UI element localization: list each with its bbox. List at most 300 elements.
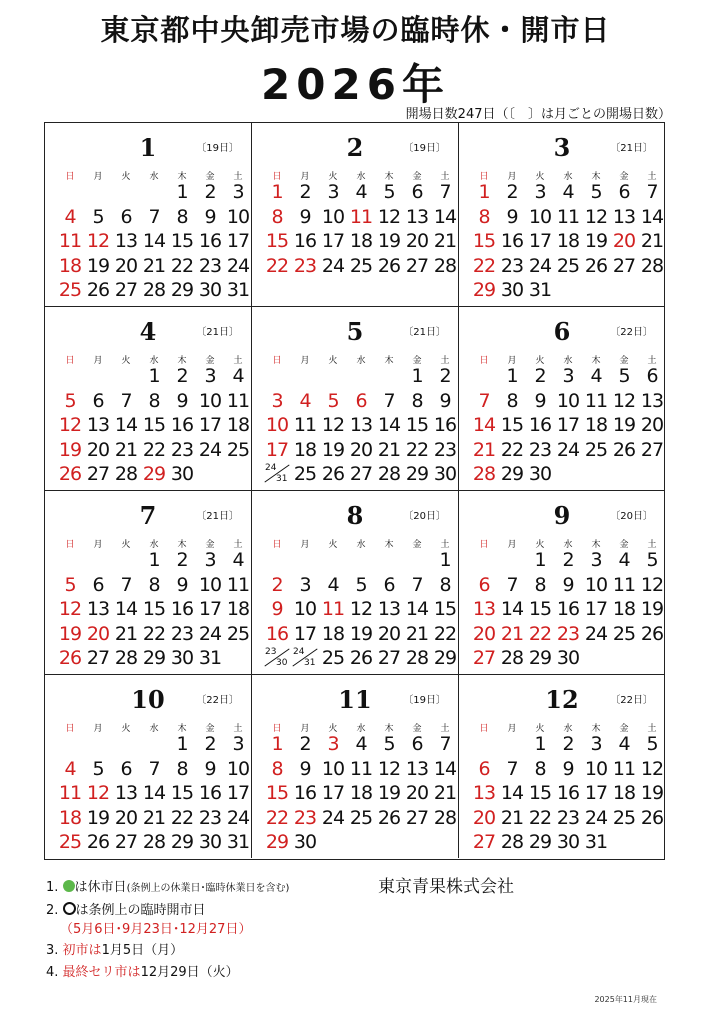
calendar-day: 16: [198, 782, 222, 804]
calendar-day: 15: [170, 782, 194, 804]
calendar-day-holiday: 2: [197, 180, 223, 204]
calendar-day: 31: [226, 831, 250, 853]
calendar-day-holiday: 27: [349, 463, 373, 485]
calendar-day: 2: [176, 549, 188, 571]
calendar-day-holiday: 4: [57, 757, 83, 781]
calendar-day: 4: [232, 365, 244, 387]
calendar-day: 27: [612, 254, 636, 277]
calendar-day: 6: [92, 389, 104, 412]
calendar-day: 20: [86, 438, 110, 461]
calendar-day: 7: [506, 757, 518, 780]
month-block-3: [459, 123, 665, 307]
weekday-header: 金: [205, 724, 215, 734]
weekday-header: 木: [591, 724, 601, 734]
calendar-day-special-open: 6: [348, 389, 374, 413]
calendar-day: 21: [433, 782, 457, 804]
calendar-day: 4: [327, 573, 339, 596]
calendar-day-holiday: 21: [500, 622, 524, 645]
weekday-header: 日: [479, 724, 489, 734]
calendar-day: 24: [528, 254, 552, 277]
calendar-day: 21: [377, 438, 401, 461]
weekday-header: 金: [619, 172, 629, 182]
weekday-header: 木: [177, 724, 187, 734]
weekday-header: 日: [479, 356, 489, 366]
calendar-day: 12: [321, 414, 345, 436]
weekday-header: 水: [563, 540, 573, 550]
calendar-day: 8: [506, 389, 518, 412]
calendar-day: 17: [198, 414, 222, 436]
calendar-day: 13: [86, 598, 110, 620]
calendar-day: 25: [612, 622, 636, 645]
month-block-9: [459, 491, 665, 675]
calendar-day: 19: [612, 414, 636, 436]
calendar-day: 16: [198, 230, 222, 252]
calendar-day-holiday: 29: [142, 647, 166, 669]
calendar-day: 9: [506, 205, 518, 228]
month-number: 8: [346, 501, 364, 530]
calendar-day: 11: [612, 757, 636, 780]
calendar-day: 8: [176, 205, 188, 228]
calendar-day-holiday: 29: [472, 279, 496, 301]
month-block-10: [45, 675, 252, 858]
calendar-day-holiday: 18: [556, 230, 580, 252]
weekday-header: 金: [412, 540, 422, 550]
calendar-day-holiday: 19: [58, 622, 82, 645]
calendar-day-holiday: 4: [292, 389, 318, 413]
month-number: 9: [553, 501, 571, 530]
calendar-day: 26: [612, 438, 636, 461]
calendar-day: 8: [411, 389, 423, 412]
calendar-day: 18: [612, 598, 636, 620]
calendar-day: 4: [618, 549, 630, 571]
calendar-day: 18: [226, 598, 250, 620]
month-number: 5: [346, 317, 364, 346]
calendar-day-holiday: 17: [556, 414, 580, 436]
calendar-day-holiday: 15: [472, 230, 496, 252]
calendar-day: 26: [584, 254, 608, 277]
calendar-day: 26: [321, 463, 345, 485]
calendar-day-holiday: 30: [556, 831, 580, 853]
month-block-12: [459, 675, 665, 858]
calendar-day-special-open: 23: [556, 622, 580, 645]
calendar-day: 27: [114, 279, 138, 301]
calendar-day-holiday: 7: [141, 757, 167, 781]
calendar-day: 3: [327, 181, 339, 203]
calendar-day: 20: [405, 782, 429, 804]
calendar-day: 17: [584, 782, 608, 804]
calendar-day: 16: [528, 414, 552, 436]
weekday-header: 火: [535, 724, 545, 734]
calendar-day: 7: [439, 733, 451, 755]
calendar-day: 6: [618, 181, 630, 203]
calendar-day: 30: [198, 831, 222, 853]
calendar-day: 15: [170, 230, 194, 252]
month-open-days: 〔22日〕: [610, 327, 653, 338]
calendar-day-holiday: 13: [472, 598, 496, 620]
calendar-day-holiday: 11: [58, 230, 82, 252]
calendar-day: 2: [299, 181, 311, 203]
calendar-day-holiday: 3: [320, 732, 346, 756]
calendar-day: 28: [405, 647, 429, 669]
calendar-day: 19: [86, 254, 110, 277]
calendar-day-holiday: 23: [556, 806, 580, 829]
weekday-header: 木: [384, 356, 394, 366]
weekday-header: 月: [93, 356, 103, 366]
calendar-day-holiday: 1: [141, 364, 167, 388]
calendar-day: 12: [349, 598, 373, 620]
calendar-day: 10: [528, 205, 552, 228]
calendar-day: 19: [640, 782, 664, 804]
calendar-day: 24: [198, 438, 222, 461]
calendar-day: 27: [405, 254, 429, 277]
calendar-day: 28: [114, 463, 138, 485]
calendar-day-holiday: 16: [265, 622, 289, 645]
calendar-day: 22: [405, 438, 429, 461]
calendar-day: 20: [640, 414, 664, 436]
calendar-day: 13: [612, 205, 636, 228]
calendar-day: 13: [86, 414, 110, 436]
calendar-day: 28: [500, 831, 524, 853]
business-days-note: 開場日数247日（〔 〕は月ごとの開場日数）: [405, 107, 671, 122]
calendar-day: 10: [584, 573, 608, 596]
calendar-day-holiday: 24: [556, 438, 580, 461]
calendar-day: 4: [590, 365, 602, 387]
calendar-day: 21: [433, 230, 457, 252]
calendar-day: 12: [640, 757, 664, 780]
calendar-day-holiday: 8: [264, 205, 290, 229]
calendar-day-holiday: 21: [142, 254, 166, 277]
calendar-day-holiday: 14: [472, 414, 496, 436]
calendar-day: 20: [612, 230, 636, 252]
weekday-header: 月: [93, 540, 103, 550]
calendar-day: 7: [383, 389, 395, 412]
weekday-header: 日: [65, 724, 75, 734]
month-open-days: 〔19日〕: [403, 143, 446, 154]
calendar-day: 17: [293, 622, 317, 645]
calendar-day-holiday: 11: [321, 598, 345, 620]
calendar-day: 29: [528, 647, 552, 669]
calendar-day-holiday: 12: [86, 782, 110, 804]
calendar-day-holiday: 16: [556, 782, 580, 804]
weekday-header: 土: [233, 172, 243, 182]
calendar-day: 10: [198, 573, 222, 596]
calendar-day: 17: [321, 230, 345, 252]
calendar-day: 28: [114, 647, 138, 669]
weekday-header: 金: [619, 356, 629, 366]
calendar-day: 27: [114, 831, 138, 853]
calendar-day: 23: [198, 254, 222, 277]
weekday-header: 日: [272, 540, 282, 550]
calendar-day: 3: [232, 733, 244, 755]
calendar-day-holiday: 27: [472, 647, 496, 669]
weekday-header: 火: [121, 356, 131, 366]
weekday-header: 火: [328, 356, 338, 366]
month-open-days: 〔22日〕: [196, 695, 239, 706]
calendar-day-holiday: 22: [472, 254, 496, 277]
calendar-day: 28: [433, 806, 457, 829]
weekday-header: 火: [328, 724, 338, 734]
weekday-header: 月: [93, 172, 103, 182]
month-block-6: [459, 307, 665, 491]
weekday-header: 日: [272, 724, 282, 734]
calendar-day: 11: [584, 389, 608, 412]
calendar-day: 20: [377, 622, 401, 645]
calendar-day: 29: [405, 463, 429, 485]
calendar-day: 23: [500, 254, 524, 277]
calendar-day-holiday: 11: [349, 757, 373, 780]
calendar-day: 17: [226, 230, 250, 252]
calendar-day: 18: [226, 414, 250, 436]
calendar-day: 29: [433, 647, 457, 669]
calendar-day: 14: [114, 414, 138, 436]
calendar-day: 29: [528, 831, 552, 853]
calendar-day-holiday: 2: [555, 548, 581, 572]
calendar-day-holiday: 20: [86, 622, 110, 645]
calendar-day: 18: [321, 622, 345, 645]
calendar-day-holiday: 2: [555, 732, 581, 756]
calendar-day: 31: [226, 279, 250, 301]
calendar-day-holiday: 1: [141, 548, 167, 572]
month-number: 7: [139, 501, 157, 530]
calendar-day: 21: [640, 230, 664, 252]
weekday-header: 水: [149, 356, 159, 366]
calendar-day-holiday: 8: [141, 389, 167, 413]
weekday-header: 金: [205, 540, 215, 550]
weekday-header: 金: [412, 724, 422, 734]
calendar-day: 27: [405, 806, 429, 829]
calendar-day: 17: [528, 230, 552, 252]
calendar-day: 4: [618, 733, 630, 755]
calendar-day: 1: [411, 365, 423, 387]
calendar-day: 27: [377, 647, 401, 669]
calendar-day: 14: [640, 205, 664, 228]
calendar-day-holiday: 23: [293, 254, 317, 277]
holiday-dot-icon: [63, 880, 75, 892]
calendar-day: 12: [612, 389, 636, 412]
calendar-day: 29: [170, 831, 194, 853]
calendar-day: 10: [198, 389, 222, 412]
calendar-day: 25: [226, 622, 250, 645]
calendar-day-holiday: 1: [264, 732, 290, 756]
calendar-day-holiday: 19: [349, 622, 373, 645]
calendar-day-holiday: 25: [556, 254, 580, 277]
calendar-day: 3: [534, 181, 546, 203]
calendar-day: 24: [198, 622, 222, 645]
calendar-day: 30: [170, 463, 194, 485]
weekday-header: 水: [149, 172, 159, 182]
calendar-day: 25: [226, 438, 250, 461]
calendar-day-holiday: 20: [472, 622, 496, 645]
weekday-header: 土: [647, 356, 657, 366]
calendar-day: 5: [92, 757, 104, 780]
calendar-day: 29: [500, 463, 524, 485]
month-open-days: 〔21日〕: [403, 327, 446, 338]
calendar-day: 22: [433, 622, 457, 645]
calendar-day: 12: [377, 757, 401, 780]
month-block-4: [45, 307, 252, 491]
legend-item-2: 2. は条例上の臨時開市日 （5月6日･9月23日･12月27日）: [46, 903, 252, 937]
calendar-day: 27: [86, 463, 110, 485]
open-ring-icon: [63, 902, 76, 915]
weekday-header: 火: [121, 172, 131, 182]
calendar-day: 15: [500, 414, 524, 436]
calendar-day-holiday: 5: [348, 573, 374, 597]
calendar-day: 13: [377, 598, 401, 620]
calendar-day-holiday: 22: [265, 254, 289, 277]
calendar-day-holiday: 15: [142, 598, 166, 620]
calendar-day: 4: [232, 549, 244, 571]
calendar-day: 14: [377, 414, 401, 436]
calendar-day-holiday: 4: [348, 180, 374, 204]
calendar-day: 30: [433, 463, 457, 485]
weekday-header: 水: [356, 356, 366, 366]
calendar-day: 14: [114, 598, 138, 620]
calendar-day: 5: [383, 733, 395, 755]
calendar-day: 5: [646, 549, 658, 571]
calendar-day: 9: [204, 205, 216, 228]
calendar-day-holiday: 9: [555, 573, 581, 597]
calendar-day: 16: [170, 598, 194, 620]
month-open-days: 〔21日〕: [610, 143, 653, 154]
weekday-header: 日: [65, 540, 75, 550]
weekday-header: 土: [440, 540, 450, 550]
calendar-day-holiday: 7: [141, 205, 167, 229]
weekday-header: 日: [65, 356, 75, 366]
calendar-day: 23: [198, 806, 222, 829]
calendar-day-holiday: 8: [264, 757, 290, 781]
month-open-days: 〔21日〕: [196, 327, 239, 338]
weekday-header: 月: [300, 724, 310, 734]
weekday-header: 木: [177, 540, 187, 550]
legend-item-3: 3. 初市は1月5日（月）: [46, 943, 184, 958]
calendar-day-holiday: 22: [142, 622, 166, 645]
calendar-day-holiday: 25: [58, 279, 82, 301]
calendar-day: 28: [500, 647, 524, 669]
calendar-day: 5: [383, 181, 395, 203]
calendar-day: 29: [170, 279, 194, 301]
weekday-header: 月: [93, 724, 103, 734]
calendar-day-holiday: 25: [349, 254, 373, 277]
calendar-day: 19: [640, 598, 664, 620]
calendar-day-holiday: 20: [472, 806, 496, 829]
weekday-header: 土: [440, 172, 450, 182]
month-number: 2: [346, 133, 364, 162]
weekday-header: 月: [507, 540, 517, 550]
weekday-header: 金: [205, 172, 215, 182]
calendar-day: 16: [170, 414, 194, 436]
calendar-day-holiday: 5: [320, 389, 346, 413]
weekday-header: 火: [328, 540, 338, 550]
weekday-header: 月: [507, 172, 517, 182]
calendar-day: 15: [405, 414, 429, 436]
calendar-day: 8: [176, 757, 188, 780]
weekday-header: 日: [479, 172, 489, 182]
weekday-header: 月: [507, 356, 517, 366]
weekday-header: 水: [149, 540, 159, 550]
calendar-day-holiday: 31: [584, 831, 608, 853]
page-title: 東京都中央卸売市場の臨時休・開市日: [100, 13, 611, 47]
day-number: 31: [304, 658, 316, 668]
calendar-day: 25: [584, 438, 608, 461]
calendar-day: 13: [114, 230, 138, 252]
calendar-day-holiday: 14: [405, 598, 429, 620]
calendar-day-holiday: 8: [471, 205, 497, 229]
weekday-header: 金: [412, 172, 422, 182]
calendar-day: 26: [640, 622, 664, 645]
calendar-day-holiday: 3: [555, 364, 581, 388]
weekday-header: 木: [591, 540, 601, 550]
calendar-day-holiday: 20: [349, 438, 373, 461]
calendar-day-holiday: 7: [471, 389, 497, 413]
month-open-days: 〔20日〕: [610, 511, 653, 522]
calendar-day: 7: [646, 181, 658, 203]
calendar-day: 13: [640, 389, 664, 412]
weekday-header: 木: [177, 172, 187, 182]
month-number: 10: [131, 685, 165, 714]
month-number: 1: [139, 133, 157, 162]
weekday-header: 火: [328, 172, 338, 182]
weekday-header: 水: [563, 172, 573, 182]
calendar-day-holiday: 30: [556, 647, 580, 669]
calendar-day-holiday: 4: [57, 205, 83, 229]
calendar-day-holiday: 13: [472, 782, 496, 804]
calendar-day: 10: [584, 757, 608, 780]
calendar-day: 3: [299, 573, 311, 596]
calendar-day: 20: [114, 806, 138, 829]
calendar-day: 24: [321, 254, 345, 277]
calendar-day: 12: [640, 573, 664, 596]
calendar-day: 16: [293, 230, 317, 252]
weekday-header: 土: [440, 356, 450, 366]
calendar-day-special-open: 27: [472, 831, 496, 853]
month-number: 4: [139, 317, 157, 346]
weekday-header: 木: [384, 540, 394, 550]
calendar-day: 22: [170, 254, 194, 277]
calendar-day: 6: [411, 733, 423, 755]
calendar-day-holiday: 6: [471, 573, 497, 597]
calendar-day-holiday: 15: [142, 414, 166, 436]
month-block-5: [252, 307, 459, 491]
calendar-day-holiday: 21: [472, 438, 496, 461]
weekday-header: 火: [121, 540, 131, 550]
calendar-day: 14: [433, 205, 457, 228]
weekday-header: 金: [619, 724, 629, 734]
month-open-days: 〔22日〕: [610, 695, 653, 706]
calendar-day-holiday: 21: [142, 806, 166, 829]
calendar-day: 6: [120, 757, 132, 780]
month-block-1: [45, 123, 252, 307]
calendar-day: 5: [646, 733, 658, 755]
calendar-day: 10: [321, 205, 345, 228]
calendar-day: 18: [584, 414, 608, 436]
calendar-day-combined: [264, 462, 290, 486]
calendar-day: 6: [120, 205, 132, 228]
calendar-day: 3: [204, 365, 216, 387]
calendar-day: 9: [204, 757, 216, 780]
calendar-day-holiday: 4: [555, 180, 581, 204]
calendar-day-holiday: 15: [265, 230, 289, 252]
calendar-day: 19: [584, 230, 608, 252]
calendar-day-holiday: 10: [556, 389, 580, 412]
weekday-header: 月: [300, 356, 310, 366]
weekday-header: 木: [384, 172, 394, 182]
calendar-day: 22: [500, 438, 524, 461]
calendar-day: 5: [92, 205, 104, 228]
month-number: 3: [553, 133, 571, 162]
calendar-day: 17: [198, 598, 222, 620]
calendar-day-holiday: 15: [433, 598, 457, 620]
calendar-day: 2: [204, 733, 216, 755]
